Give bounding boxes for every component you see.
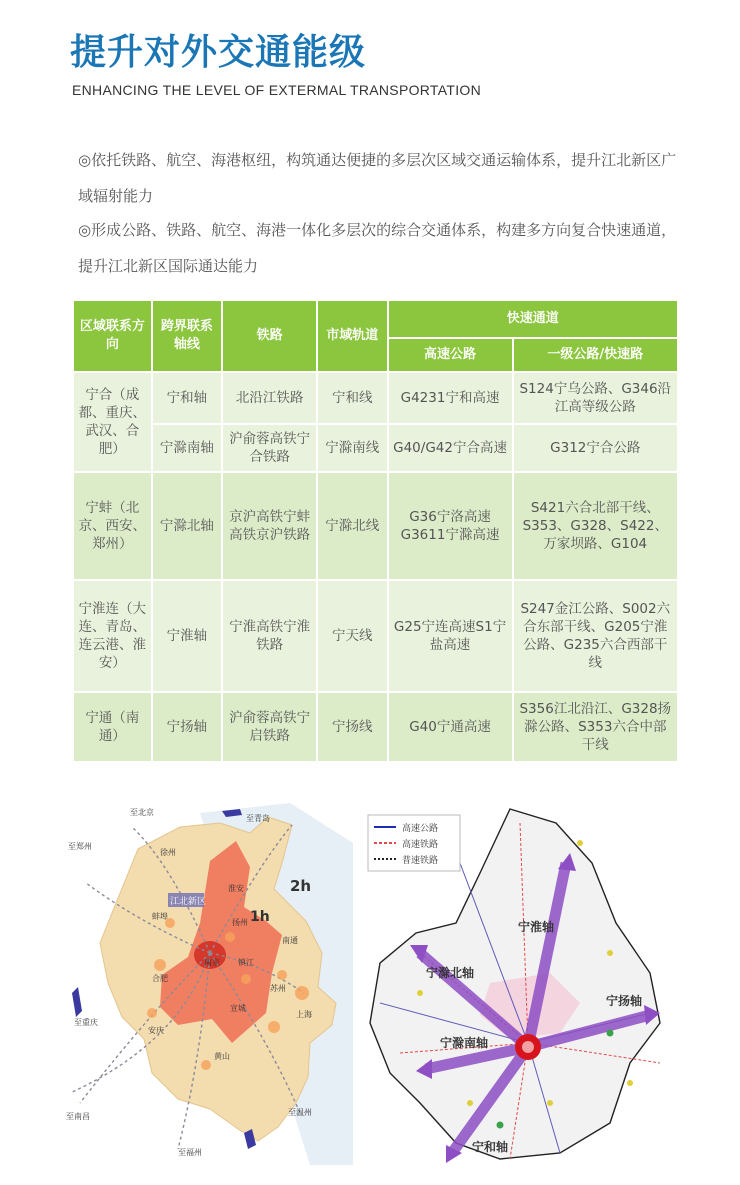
- label-xuancheng: 宣城: [230, 1004, 246, 1013]
- label-hefei: 合肥: [152, 974, 168, 983]
- page-subtitle: ENHANCING THE LEVEL OF EXTERMAL TRANSPORTATION: [72, 82, 481, 98]
- table-row: [74, 373, 677, 423]
- table-row: [74, 581, 677, 691]
- metro-cell: 宁滁南线: [318, 425, 387, 471]
- label-shanghai: 上海: [296, 1010, 312, 1019]
- label-anqing: 安庆: [148, 1026, 164, 1035]
- axis-label-ningchunan: 宁滁南轴: [440, 1036, 489, 1050]
- highway-cell: G4231宁和高速: [389, 373, 512, 423]
- label-zhengzhou: 至郑州: [68, 842, 92, 851]
- axis-cell: 宁淮轴: [153, 581, 222, 691]
- region-cell: 宁淮连（大连、青岛、连云港、淮安）: [74, 581, 151, 691]
- label-huaian: 淮安: [228, 884, 244, 893]
- region-cell: 宁蚌（北京、西安、郑州）: [74, 473, 151, 579]
- label-yangzhou: 扬州: [232, 918, 248, 927]
- axis-label-ningchubei: 宁滁北轴: [426, 966, 475, 980]
- road-cell: S421六合北部干线、S353、G328、S422、万家坝路、G104: [514, 473, 677, 579]
- table-row: [74, 473, 677, 579]
- axis-cell: 宁扬轴: [153, 693, 222, 761]
- transport-table: [72, 299, 679, 763]
- highway-cell: G25宁连高速S1宁盐高速: [389, 581, 512, 691]
- rail-cell: 北沿江铁路: [223, 373, 316, 423]
- header-metro: 市域轨道: [318, 301, 387, 371]
- axis-cell: 宁滁南轴: [153, 425, 222, 471]
- label-bengbu: 蚌埠: [152, 912, 168, 921]
- highway-cell: G40宁通高速: [389, 693, 512, 761]
- metro-cell: 宁和线: [318, 373, 387, 423]
- metro-cell: 宁扬线: [318, 693, 387, 761]
- label-nanjing: 南京: [204, 958, 220, 967]
- label-district: 江北新区: [170, 897, 207, 907]
- axis-map-svg: [360, 803, 680, 1165]
- metro-cell: 宁滁北线: [318, 473, 387, 579]
- legend-rail-label: 普速铁路: [402, 856, 439, 866]
- road-cell: S124宁乌公路、G346沿江高等级公路: [514, 373, 677, 423]
- table-row: [74, 425, 677, 471]
- highway-cell: G36宁洛高速G3611宁滁高速: [389, 473, 512, 579]
- legend-hsr-label: 高速铁路: [402, 840, 439, 850]
- table-row: [74, 693, 677, 761]
- axis-cell: 宁和轴: [153, 373, 222, 423]
- axis-map: [360, 803, 680, 1165]
- label-two-hours: 2h: [290, 877, 312, 895]
- label-nantong: 南通: [282, 936, 298, 945]
- header-axis: 跨界联系轴线: [153, 301, 222, 371]
- intro-paragraph-2: ◎形成公路、铁路、航空、海港一体化多层次的综合交通体系，构建多方向复合快速通道，提升江北新区国际通达能力: [78, 221, 677, 275]
- header-express: 快速通道: [389, 301, 677, 337]
- header-rail: 铁路: [223, 301, 316, 371]
- label-wenzhou: 至温州: [288, 1108, 312, 1117]
- header-region: 区域联系方向: [74, 301, 151, 371]
- metro-cell: 宁天线: [318, 581, 387, 691]
- label-xuzhou: 徐州: [160, 848, 176, 857]
- label-huangshan: 黄山: [214, 1052, 230, 1061]
- label-one-hour: 1h: [250, 909, 270, 925]
- region-cell: 宁合（成都、重庆、武汉、合肥）: [74, 373, 151, 471]
- label-nanchang: 至南昌: [66, 1112, 90, 1121]
- label-beijing: 至北京: [130, 808, 154, 817]
- page-title: 提升对外交通能级: [70, 32, 367, 73]
- label-chongqing: 至重庆: [74, 1018, 98, 1027]
- header-primary-road: 一级公路/快速路: [514, 339, 677, 371]
- road-cell: S247金江公路、S002六合东部干线、G205宁淮公路、G235六合西部干线: [514, 581, 677, 691]
- region-cell: 宁通（南通）: [74, 693, 151, 761]
- rail-cell: 沪俞蓉高铁宁启铁路: [223, 693, 316, 761]
- label-fuzhou: 至福州: [178, 1148, 202, 1157]
- label-suzhou: 苏州: [270, 984, 286, 993]
- axis-label-ninghe: 宁和轴: [472, 1140, 509, 1154]
- header-highway: 高速公路: [389, 339, 512, 371]
- rail-cell: 沪俞蓉高铁宁合铁路: [223, 425, 316, 471]
- regional-map: [60, 803, 353, 1165]
- intro-paragraph-1: ◎依托铁路、航空、海港枢纽，构筑通达便捷的多层次区域交通运输体系，提升江北新区广域辐射能力: [78, 151, 677, 205]
- axis-label-ningyang: 宁扬轴: [606, 994, 643, 1008]
- label-qingdao: 至青岛: [246, 814, 270, 823]
- axis-cell: 宁滁北轴: [153, 473, 222, 579]
- rail-cell: 京沪高铁宁蚌高铁京沪铁路: [223, 473, 316, 579]
- road-cell: S356江北沿江、G328扬滁公路、S353六合中部干线: [514, 693, 677, 761]
- highway-cell: G40/G42宁合高速: [389, 425, 512, 471]
- rail-cell: 宁淮高铁宁淮铁路: [223, 581, 316, 691]
- road-cell: G312宁合公路: [514, 425, 677, 471]
- axis-label-ninghuai: 宁淮轴: [518, 920, 555, 934]
- label-zhenjiang: 镇江: [238, 958, 254, 967]
- legend-highway-label: 高速公路: [402, 824, 439, 834]
- regional-map-svg: [60, 803, 353, 1165]
